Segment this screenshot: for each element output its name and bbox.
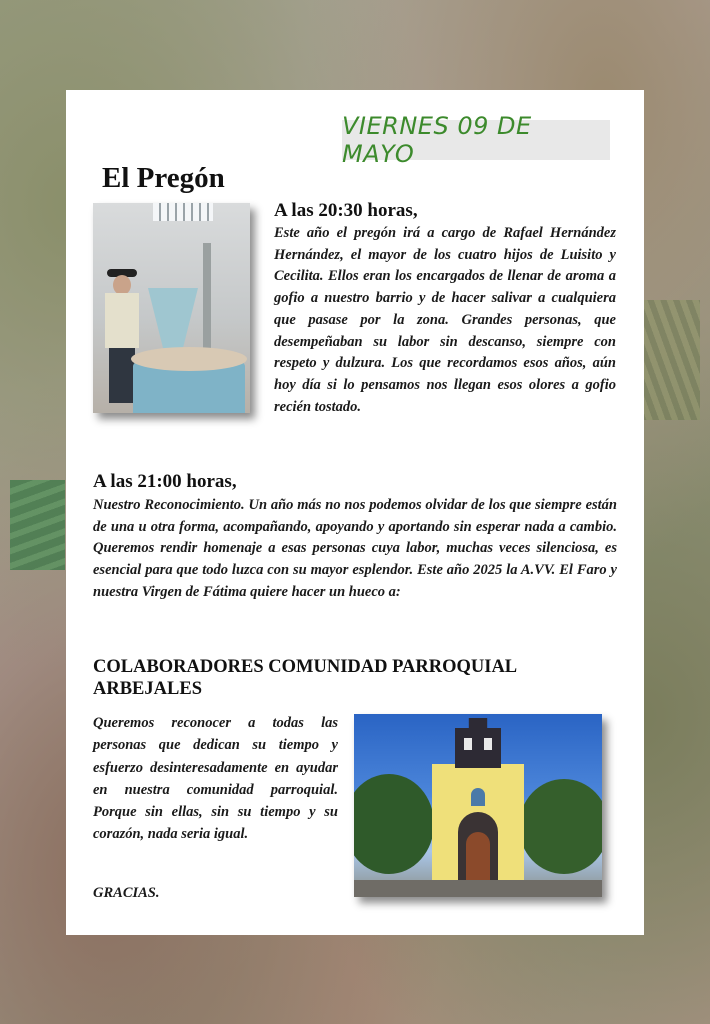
page-title: El Pregón — [102, 162, 225, 194]
background-terraced-hills — [640, 300, 700, 420]
photo-pipe — [203, 243, 211, 353]
photo-church-arbejales — [354, 714, 602, 897]
pregon-time-heading: A las 20:30 horas, — [274, 200, 418, 221]
photo-bell-tower — [455, 718, 501, 768]
day-banner: VIERNES 09 DE MAYO — [342, 120, 610, 160]
pregon-text: Este año el pregón irá a cargo de Rafael Hernández Hernández, el mayor de los cuatro hijos de Luisito y Cecilita. Ellos eran los encargados de llenar de aroma a gofio a nuestro barrio y de hacer salivar a cualquiera que pasase por la zona. Grandes personas, que desempeñaban su labor sin descanso, siempre con respeto y dulzura. Los que recordamos esos años, aún hoy día si lo pensamos nos llegan esos olores a gofio recién tostado. — [274, 225, 616, 415]
photo-mill-hopper — [148, 288, 198, 348]
reconocimiento-text: Nuestro Reconocimiento. Un año más no nos podemos olvidar de los que siempre están de una u otra forma, acompañando, apoyando y aportando sin esperar nada a cambio. Queremos rendir homenaje a esas personas cuya labor, muchas veces silenciosa, es esencial para que todo luzca con su mayor esplendor. Este año 2025 la A.VV. El Faro y nuestra Virgen de Fátima quiere hacer un hueco a: — [93, 497, 617, 600]
photo-tree-right — [519, 779, 602, 874]
photo-church-door — [466, 832, 490, 882]
photo-window — [153, 203, 213, 221]
background-terraced-field — [10, 480, 65, 570]
colaboradores-text: Queremos reconocer a todas las personas que dedican su tiempo y esfuerzo desinteresadamente en ayudar en nuestra comunidad parroquial. Porque sin ellas, sin su tiempo y su corazón, nada seria igual. — [93, 715, 338, 843]
photo-mill-top — [131, 347, 247, 371]
photo-bell-opening-left — [464, 738, 472, 750]
photo-ground — [354, 880, 602, 897]
photo-bell-opening-right — [484, 738, 492, 750]
program-card — [66, 90, 644, 935]
photo-man-at-gofio-mill — [93, 203, 250, 413]
reconocimiento-time-heading: A las 21:00 horas, — [93, 471, 237, 492]
photo-person-body — [105, 293, 139, 348]
photo-person-head — [113, 275, 131, 295]
photo-tree-left — [354, 774, 434, 874]
colaboradores-title: COLABORADORES COMUNIDAD PARROQUIAL ARBEJALES — [93, 657, 517, 699]
photo-church-window — [471, 788, 485, 806]
thanks-text: GRACIAS. — [93, 885, 160, 901]
